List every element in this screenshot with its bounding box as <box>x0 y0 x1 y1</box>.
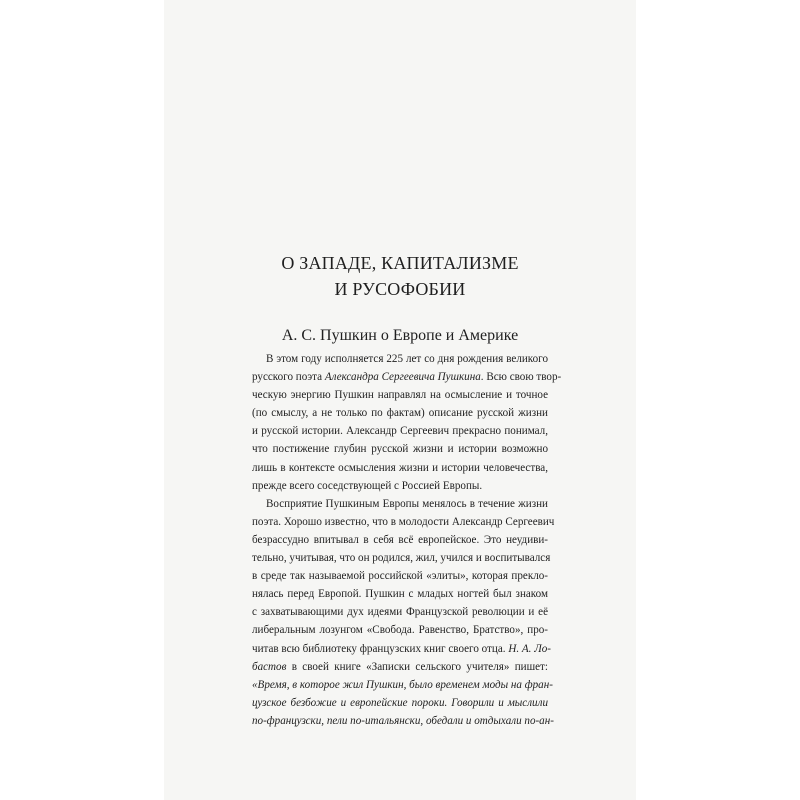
text-line: (по смыслу, а не только по фактам) описание русской жизни <box>252 407 548 420</box>
text-line: либеральным лозунгом «Свобода. Равенство, Братство», про- <box>252 624 548 637</box>
book-page <box>164 0 636 800</box>
text-line: Восприятие Пушкиным Европы менялось в течение жизни <box>266 497 548 510</box>
text-line: русского поэта Александра Сергеевича Пушкина. Всю свою твор- <box>252 371 562 384</box>
text-line: «Время, в которое жил Пушкин, было временем моды на фран- <box>252 678 553 691</box>
text-line: бастов в своей книге «Записки сельского учителя» пишет: <box>252 660 548 673</box>
text-line: по-французски, пели по-итальянски, обедали и отдыхали по-ан- <box>252 714 554 727</box>
text-line: с захватывающими дух идеями Французской революции и её <box>252 606 548 619</box>
text-line: безрассудно впитывал в себя всё европейское. Это неудиви- <box>252 533 548 546</box>
chapter-title <box>164 250 636 302</box>
text-line: лишь в контексте осмысления жизни и истории человечества, <box>252 461 548 474</box>
chapter-title-line-1: О ЗАПАДЕ, КАПИТАЛИЗМЕ <box>281 253 519 273</box>
text-line: в среде так называемой российской «элиты», которая прекло- <box>252 570 548 583</box>
text-line: цузское безбожие и европейские пороки. Говорили и мыслили <box>252 696 548 709</box>
body-text <box>252 350 562 730</box>
text-line: поэта. Хорошо известно, что в молодости Александр Сергеевич <box>252 515 555 528</box>
text-line: В этом году исполняется 225 лет со дня рождения великого <box>266 353 548 365</box>
text-line: нялась перед Европой. Пушкин с младых ногтей был знаком <box>252 588 548 601</box>
text-line: ческую энергию Пушкин направлял на осмысление и точное <box>252 389 548 402</box>
text-line: что постижение глубин русской жизни и истории возможно <box>252 443 548 456</box>
text-line: прежде всего соседствующей с Россией Европы. <box>252 479 483 492</box>
text-line: и русской истории. Александр Сергеевич прекрасно понимал, <box>252 425 548 438</box>
text-line: тельно, учитывая, что он родился, жил, учился и воспитывался <box>252 552 551 565</box>
section-subtitle: А. С. Пушкин о Европе и Америке <box>281 327 519 344</box>
text-line: читав всю библиотеку французских книг своего отца. Н. А. Ло- <box>252 642 551 655</box>
chapter-title-line-2: И РУСОФОБИИ <box>334 279 466 299</box>
